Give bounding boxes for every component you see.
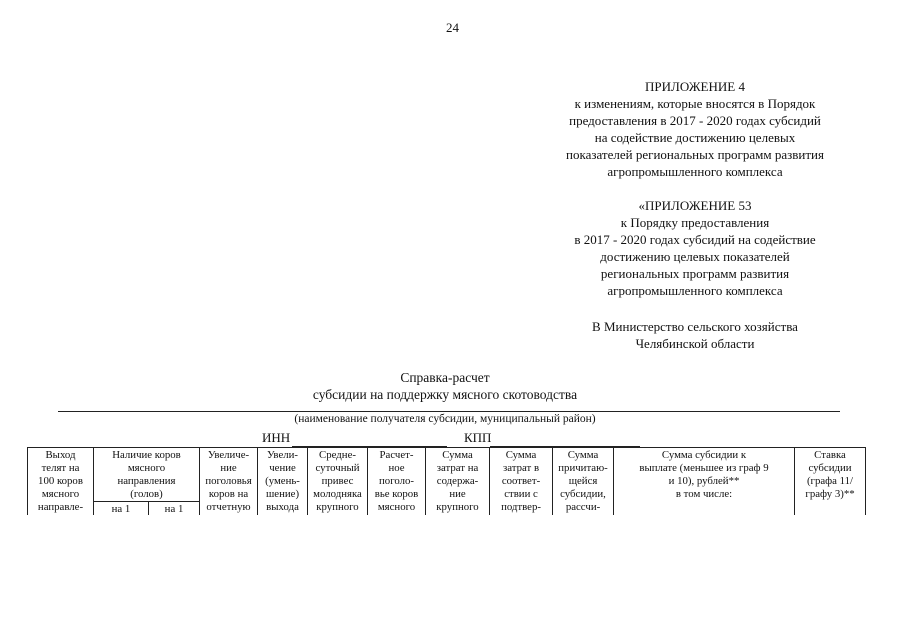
- appendix-53-line: агропромышленного комплекса: [607, 283, 783, 298]
- appendix-53-header: [520, 197, 870, 299]
- appendix-4-line: предоставления в 2017 - 2020 годах субсидий: [569, 113, 821, 128]
- addressee-line: Челябинской области: [635, 336, 755, 351]
- col-header-subsidy-due: Сумма причитаю- щейся субсидии, рассчи-: [553, 448, 614, 516]
- col-header-calculated-herd: Расчет- ное поголо- вье коров мясного: [368, 448, 426, 516]
- subcol-header-1: на 1: [94, 502, 149, 516]
- document-title-line-2: субсидии на поддержку мясного скотоводства: [312, 387, 578, 402]
- col-header-subsidy-rate: Ставка субсидии (графа 11/ графу 3)**: [795, 448, 866, 516]
- recipient-caption: (наименование получателя субсидии, муниципальный район): [294, 413, 596, 425]
- appendix-53-line: в 2017 - 2020 годах субсидий на содействие: [574, 232, 816, 247]
- col-header-confirmed-costs: Сумма затрат в соответ- ствии с подтвер-: [490, 448, 553, 516]
- inn-label: ИНН: [262, 430, 291, 445]
- col-header-beef-cows-count: Наличие коров мясного направления (голов): [94, 448, 200, 502]
- col-header-calf-yield: Выход телят на 100 коров мясного направле-: [28, 448, 94, 516]
- calculation-table: [27, 447, 866, 515]
- appendix-53-line: к Порядку предоставления: [620, 215, 770, 230]
- col-header-maintenance-costs: Сумма затрат на содержа- ние крупного: [426, 448, 490, 516]
- addressee-line: В Министерство сельского хозяйства: [592, 319, 798, 334]
- appendix-4-line: на содействие достижению целевых: [594, 130, 796, 145]
- recipient-name-line: [58, 411, 840, 412]
- document-title: [230, 369, 660, 403]
- col-header-daily-gain: Средне- суточный привес молодняка крупного: [308, 448, 368, 516]
- appendix-4-header: [520, 78, 870, 180]
- appendix-53-line: «ПРИЛОЖЕНИЕ 53: [638, 198, 752, 213]
- appendix-53-line: региональных программ развития: [600, 266, 790, 281]
- col-header-subsidy-payable: Сумма субсидии к выплате (меньшее из граф 9 и 10), рублей** в том числе:: [614, 448, 795, 516]
- subcol-header-2: на 1: [149, 502, 200, 516]
- appendix-53-line: достижению целевых показателей: [600, 249, 790, 264]
- addressee: [540, 318, 850, 352]
- col-header-yield-change: Увели- чение (умень- шение) выхода: [258, 448, 308, 516]
- page-number: 24: [446, 20, 459, 35]
- appendix-4-line: показателей региональных программ развития: [566, 147, 824, 162]
- appendix-4-line: ПРИЛОЖЕНИЕ 4: [645, 79, 745, 94]
- document-title-line-1: Справка-расчет: [400, 370, 490, 385]
- appendix-4-line: к изменениям, которые вносятся в Порядок: [574, 96, 816, 111]
- appendix-4-line: агропромышленного комплекса: [607, 164, 783, 179]
- table-header-row: [28, 448, 866, 502]
- col-header-herd-increase: Увеличе- ние поголовья коров на отчетную: [200, 448, 258, 516]
- kpp-label: КПП: [464, 430, 492, 445]
